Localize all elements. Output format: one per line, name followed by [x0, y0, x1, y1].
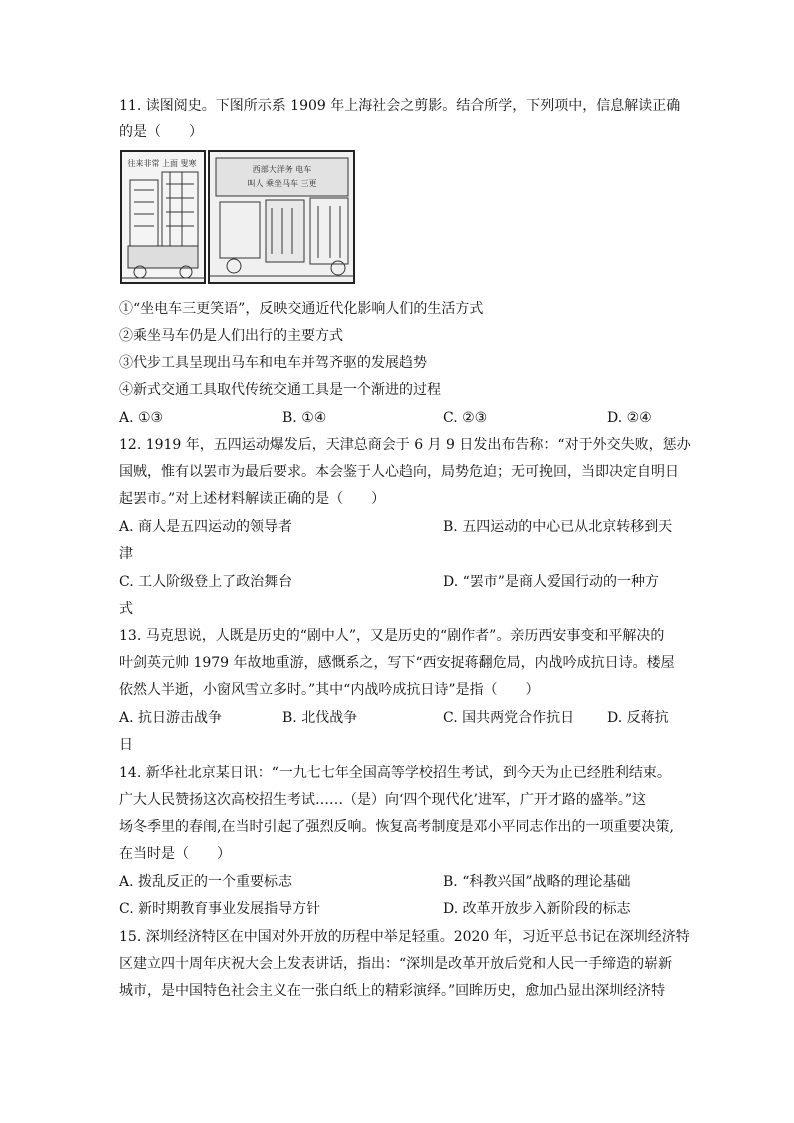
q14-option-b[interactable]: B. “科教兴国”战略的理论基础	[443, 874, 631, 890]
q12-stem-line2: 国贼，惟有以罢市为最后要求。本会鉴于人心趋向，局势危迫；无可挽回，当即决定自明日	[119, 464, 679, 480]
q11-historical-figure	[120, 150, 356, 286]
q13-stem-line2: 叶剑英元帅 1979 年故地重游，感慨系之，写下“西安捉蒋翻危局，内战吟成抗日诗。楼屋	[119, 655, 675, 671]
q12-stem-line1: 12. 1919 年，五四运动爆发后，天津总商会于 6 月 9 日发出布告称：“对于外交失败，惩办	[119, 437, 691, 453]
q15-stem-line1: 15. 深圳经济特区在中国对外开放的历程中举足轻重。2020 年，习近平总书记在深圳经济特	[119, 929, 690, 945]
q11-figure-left-sign: 往来非常 上面 叟寒	[127, 159, 197, 168]
q11-option-c[interactable]: C. ②③	[443, 410, 488, 426]
q11-option-a[interactable]: A. ①③	[119, 410, 164, 426]
q12-option-b[interactable]: B. 五四运动的中心已从北京转移到天	[443, 519, 673, 535]
q11-stem-line1: 11. 读图阅史。下图所示系 1909 年上海社会之剪影。结合所学，下列项中，信息解读正确	[119, 98, 681, 114]
q14-option-a[interactable]: A. 拨乱反正的一个重要标志	[119, 874, 293, 890]
q12-option-c[interactable]: C. 工人阶级登上了政治舞台	[119, 574, 293, 590]
q13-option-b[interactable]: B. 北伐战争	[282, 710, 358, 726]
q12-stem-line3: 起罢市。”对上述材料解读正确的是（ ）	[119, 491, 386, 507]
q14-stem-line2: 广大人民赞扬这次高校招生考试……（是）向‘四个现代化’进军，广开才路的盛举。”这	[119, 792, 647, 808]
q13-option-a[interactable]: A. 抗日游击战争	[119, 710, 223, 726]
q14-option-c[interactable]: C. 新时期教育事业发展指导方针	[119, 901, 321, 917]
q14-stem-line3: 场冬季里的春闱,在当时引起了强烈反响。恢复高考制度是邓小平同志作出的一项重要决策,	[119, 819, 674, 835]
q11-item-3: ③代步工具呈现出马车和电车并驾齐驱的发展趋势	[119, 355, 427, 371]
q11-item-1: ①“坐电车三更笑语”，反映交通近代化影响人们的生活方式	[119, 301, 484, 317]
q12-option-d-wrap: 式	[119, 601, 133, 617]
q11-figure-right-sign-1: 西部大洋务 电车	[252, 165, 312, 174]
q12-option-d[interactable]: D. “罢市”是商人爱国行动的一种方	[443, 574, 659, 590]
q15-stem-line3: 城市，是中国特色社会主义在一张白纸上的精彩演绎。”回眸历史，愈加凸显出深圳经济特	[119, 983, 666, 999]
q15-stem-line2: 区建立四十周年庆祝大会上发表讲话，指出：“深圳是改革开放后党和人民一手缔造的崭新	[119, 956, 673, 972]
q11-figure-right-sign-2: 叫人 乘坐马车 三更	[247, 179, 317, 188]
q13-stem-line3: 依然人半逝，小窗风雪立多时。”其中“内战吟成抗日诗”是指（ ）	[119, 682, 540, 698]
q13-option-d-wrap: 日	[119, 737, 133, 753]
q12-option-a[interactable]: A. 商人是五四运动的领导者	[119, 519, 293, 535]
q11-option-b[interactable]: B. ①④	[282, 410, 327, 426]
q14-stem-line1: 14. 新华社北京某日讯：“一九七七年全国高等学校招生考试，到今天为止已经胜利结束。	[119, 765, 671, 781]
q12-option-b-wrap: 津	[119, 546, 133, 562]
q13-option-d[interactable]: D. 反蒋抗	[607, 710, 669, 726]
q11-stem-line2: 的是（ ）	[119, 124, 203, 140]
q11-option-d[interactable]: D. ②④	[607, 410, 652, 426]
q11-item-4: ④新式交通工具取代传统交通工具是一个渐进的过程	[119, 382, 441, 398]
q13-option-c[interactable]: C. 国共两党合作抗日	[443, 710, 575, 726]
q14-stem-line4: 在当时是（ ）	[119, 846, 231, 862]
q14-option-d[interactable]: D. 改革开放步入新阶段的标志	[443, 901, 631, 917]
q11-item-2: ②乘坐马车仍是人们出行的主要方式	[119, 328, 343, 344]
q13-stem-line1: 13. 马克思说，人既是历史的“剧中人”，又是历史的“剧作者”。亲历西安事变和平解决的	[119, 628, 665, 644]
